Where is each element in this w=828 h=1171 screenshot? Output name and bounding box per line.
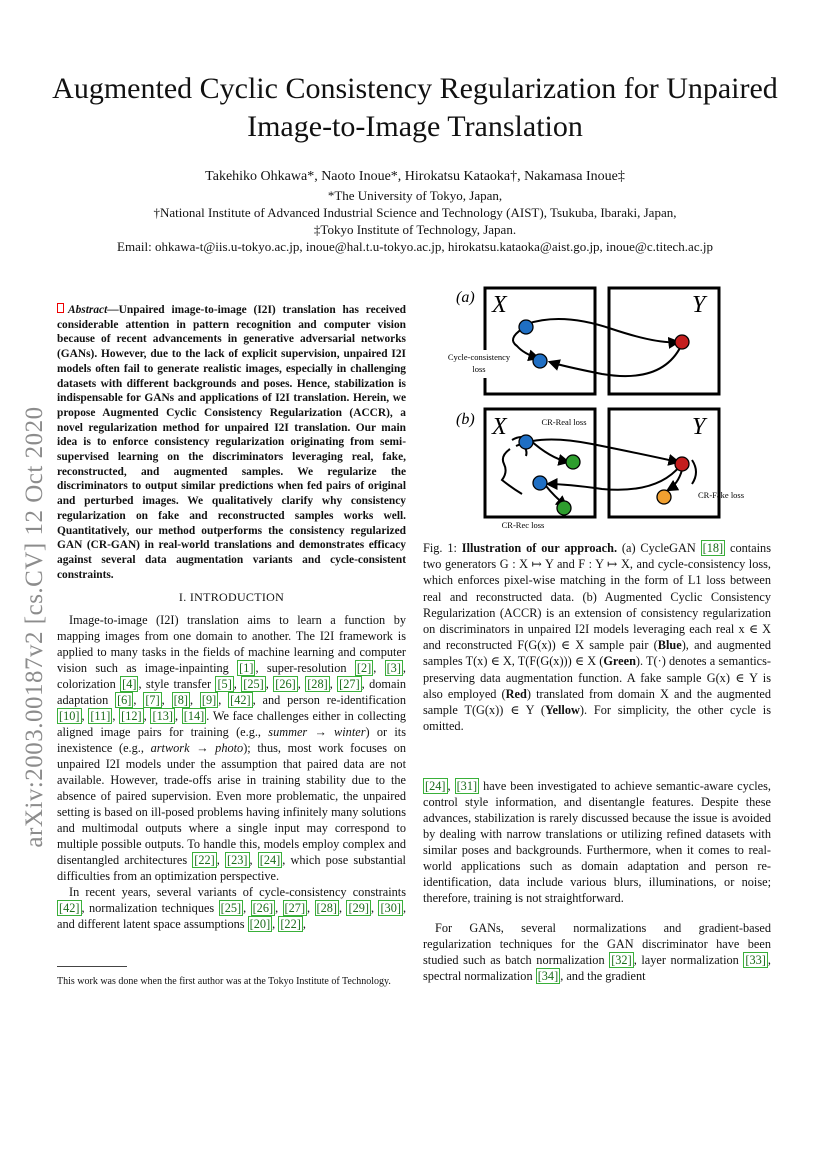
bold-text: Red: [505, 686, 527, 701]
panel-b-x-label: X: [492, 414, 507, 440]
panel-b-reconstructed-x-point: [533, 476, 547, 490]
citation-link[interactable]: [32]: [611, 953, 632, 967]
citation-link[interactable]: [27]: [284, 901, 306, 915]
citation-link[interactable]: [10]: [59, 709, 80, 723]
citation-link[interactable]: [25]: [220, 901, 242, 915]
cycle-loss-label-line2: loss: [472, 364, 486, 374]
citation-link[interactable]: [2]: [356, 661, 372, 675]
citation-link[interactable]: [22]: [194, 853, 215, 867]
cycle-loss-label-line1: Cycle-consistency: [447, 352, 511, 362]
right-column-body: [423, 778, 771, 984]
right-column-paragraph-2: For GANs, several normalizations and gradient-based regularization techniques for the GAN discriminator have been studied such as batch normalization [32] , layer normalization [33] , spectral normalization [34] , and the gradient: [423, 921, 771, 983]
author-list: Takehiko Ohkawa*, Naoto Inoue*, Hirokatsu Kataoka†, Nakamasa Inoue‡: [205, 169, 625, 184]
italic-text: summer → winter: [268, 725, 366, 739]
affiliation-aist: †National Institute of Advanced Industrial Science and Technology (AIST), Tsukuba, Ibaraki, Japan,: [153, 205, 677, 220]
citation-link[interactable]: [33]: [745, 953, 766, 967]
citation-link[interactable]: [26]: [252, 901, 274, 915]
citation-link[interactable]: [27]: [339, 677, 360, 691]
section-heading-introduction: I. INTRODUCTION: [178, 590, 285, 604]
citation-link[interactable]: [14]: [183, 709, 205, 723]
figure-1: [442, 284, 772, 532]
panel-b-forward-arrow: [516, 439, 678, 462]
arxiv-stamp: arXiv:2003.00187v2 [cs.CV] 12 Oct 2020: [21, 406, 48, 848]
citation-link[interactable]: [8]: [173, 693, 188, 707]
citation-link[interactable]: [31]: [456, 779, 478, 793]
citation-link[interactable]: [28]: [307, 677, 328, 691]
cr-rec-label: CR-Rec loss: [501, 520, 545, 530]
citation-link[interactable]: [1]: [239, 661, 254, 675]
panel-a-fake-y-point: [675, 335, 689, 349]
citation-link[interactable]: [25]: [243, 677, 264, 691]
panel-a-reconstructed-x-point: [533, 354, 547, 368]
citation-link[interactable]: [30]: [380, 901, 401, 915]
bold-text: Yellow: [545, 703, 580, 718]
cr-fake-brace: [692, 460, 696, 484]
affiliation-titech: ‡Tokyo Institute of Technology, Japan.: [313, 222, 517, 237]
citation-link[interactable]: [3]: [386, 661, 401, 675]
panel-b-augmented-real-point: [566, 455, 580, 469]
panel-b-augmented-rec-point: [557, 501, 571, 515]
citation-link[interactable]: [13]: [152, 709, 173, 723]
citation-link[interactable]: [42]: [59, 901, 80, 915]
citation-link[interactable]: [26]: [275, 677, 296, 691]
abstract: [57, 303, 406, 582]
panel-b-backward-arrow: [548, 466, 680, 490]
cr-fake-label: CR-Fake loss: [698, 490, 745, 500]
author-emails: Email: ohkawa-t@iis.u-tokyo.ac.jp, inoue@hal.t.u-tokyo.ac.jp, hirokatsu.kataoka@aist.go.jp, inoue@c.titech.ac.jp: [117, 239, 713, 254]
citation-link[interactable]: [9]: [201, 693, 217, 707]
citation-link[interactable]: [11]: [90, 709, 111, 723]
citation-link[interactable]: [4]: [122, 677, 137, 691]
bold-text: Green: [603, 654, 636, 669]
citation-link[interactable]: [23]: [227, 853, 248, 867]
citation-link[interactable]: [34]: [537, 969, 559, 983]
cr-real-label: CR-Real loss: [541, 417, 587, 427]
citation-link[interactable]: [42]: [230, 693, 251, 707]
panel-b-fake-y-point: [675, 457, 689, 471]
right-column-paragraph-1: [24] , [31] have been investigated to achieve semantic-aware cycles, control style information, and disentangle features. Despite these advances, stabilization is rarely discussed because the issue is avoided by dealing with narrow translations or utilizing refined datasets with similar poses and backgrounds. Furthermore, when it comes to real-world applications such as domain adaptation and person re-identification, data include various blurs, illuminations, or noise; therefore, training is not straightforward.: [423, 779, 771, 905]
bold-text: Blue: [657, 638, 682, 653]
panel-b-real-x-point: [519, 435, 533, 449]
citation-link[interactable]: [20]: [249, 917, 271, 931]
abstract-text: —Unpaired image-to-image (I2I) translation has received considerable attention in pattern recognition and computer vision because of recent advancements in generative adversarial networks (GANs). However, due to the lack of explicit supervision, unpaired I2I models often fail to generate realistic images, especially in challenging datasets with different backgrounds and poses. Hence, stabilization is indispensable for GANs and applications of I2I translation. Herein, we propose Augmented Cyclic Consistency Regularization (ACCR), a novel regularization method for unpaired I2I translation. Our main idea is to enforce consistency regularization originating from semi-supervised learning on the discriminators leveraging real, fake, reconstructed, and augmented samples. We regularize the discriminators to output similar predictions when fed pairs of original and perturbed images. We qualitatively clarify why consistency regularization on fake and reconstructed samples works well. Quantitatively, our method outperforms the consistency regularized GAN (CR-GAN) in real-world translations and demonstrates efficacy against several data augmentation variants and cycle-consistent constraints.: [57, 304, 406, 581]
footnote: This work was done when the first author was at the Tokyo Institute of Technology.: [57, 976, 391, 987]
citation-link[interactable]: [5]: [217, 677, 232, 691]
citation-link[interactable]: [28]: [316, 901, 338, 915]
bold-text: Illustration of our approach.: [461, 541, 618, 555]
footnote-rule: [57, 966, 127, 967]
paper-title: Augmented Cyclic Consistency Regularization for Unpaired Image-to-Image Translation: [52, 72, 778, 143]
citation-link[interactable]: [29]: [348, 901, 369, 915]
citation-link[interactable]: [22]: [280, 917, 301, 931]
affiliation-tokyo: *The University of Tokyo, Japan,: [327, 188, 503, 203]
panel-a-y-label: Y: [692, 292, 706, 318]
annotation-marker-icon: [57, 303, 64, 313]
panel-b-y-label: Y: [692, 414, 706, 440]
panel-b-label: (b): [456, 411, 475, 428]
citation-link[interactable]: [24]: [259, 853, 281, 867]
citation-link[interactable]: [6]: [117, 693, 132, 707]
left-column-body: [57, 612, 406, 932]
panel-a-label: (a): [456, 289, 475, 306]
italic-text: artwork → photo: [150, 741, 244, 755]
panel-b-augment-fake-arrow: [668, 470, 682, 490]
citation-link[interactable]: [24]: [425, 779, 446, 793]
panel-b-augmented-fake-point: [657, 490, 671, 504]
panel-a-backward-arrow: [550, 346, 681, 376]
intro-paragraph-1: Image-to-image (I2I) translation aims to learn a function by mapping images from one domain to another. The I2I framework is applied to many tasks in the fields of machine learning and computer vision such as image-inpainting [1] , super-resolution [2] , [3] , colorization [4] , style transfer [5] , [25] , [26] , [28] , [27] , domain adaptation [6] , [7] , [8] , [9] , [42] , and person re-identification [10] , [11] , [12] , [13] , [14] . We face challenges either in collecting aligned image pairs for training (e.g., summer → winter) or its inexistence (e.g., artwork → photo); thus, most work focuses on unpaired I2I models under the assumption that paired data are not available. However, trade-offs arise in training stability due to the absence of paired supervision. Even more problematic, the unpaired setting is based on ill-posed problems having infinitely many solutions and multimodal outputs where a single input may correspond to multiple possible outputs. To handle this, models employ complex and disentangled architectures [22] , [23] , [24] , which pose substantial difficulties from an optimization perspective.: [57, 613, 407, 883]
panel-a-real-x-point: [519, 320, 533, 334]
panel-a-forward-arrow: [527, 319, 678, 342]
cr-rec-brace: [502, 449, 522, 494]
citation-link[interactable]: [18]: [702, 541, 724, 555]
figure-1-caption: Fig. 1: Illustration of our approach. (a) CycleGAN [18] contains two generators G : X ↦ Y and F : Y ↦ X, and cycle-consistency loss, which enforces pixel-wise matching in the form of L1 loss between real and reconstructed data. (b) Augmented Cyclic Consistency Regularization (ACCR) is an extension of consistency regularization on discriminators in unpaired I2I models leveraging each real x ∈ X and reconstructed F(G(x)) ∈ X sample pair (Blue), and augmented samples T(x) ∈ X, T(F(G(x))) ∈ X (Green). T(·) denotes a semantics-preserving data augmentation function. A fake sample G(x) ∈ Y is also employed (Red) translated from domain X and the augmented sample T(G(x)) ∈ Y (Yellow). For simplicity, the other cycle is omitted.: [423, 541, 772, 734]
citation-link[interactable]: [7]: [145, 693, 160, 707]
abstract-label: Abstract: [68, 304, 108, 316]
citation-link[interactable]: [12]: [121, 709, 142, 723]
intro-paragraph-2: In recent years, several variants of cycle-consistency constraints [42] , normalization techniques [25] , [26] , [27] , [28] , [29] , [30] , and different latent space assumptions [20] , [22] ,: [57, 885, 407, 931]
panel-a-x-label: X: [492, 292, 507, 318]
